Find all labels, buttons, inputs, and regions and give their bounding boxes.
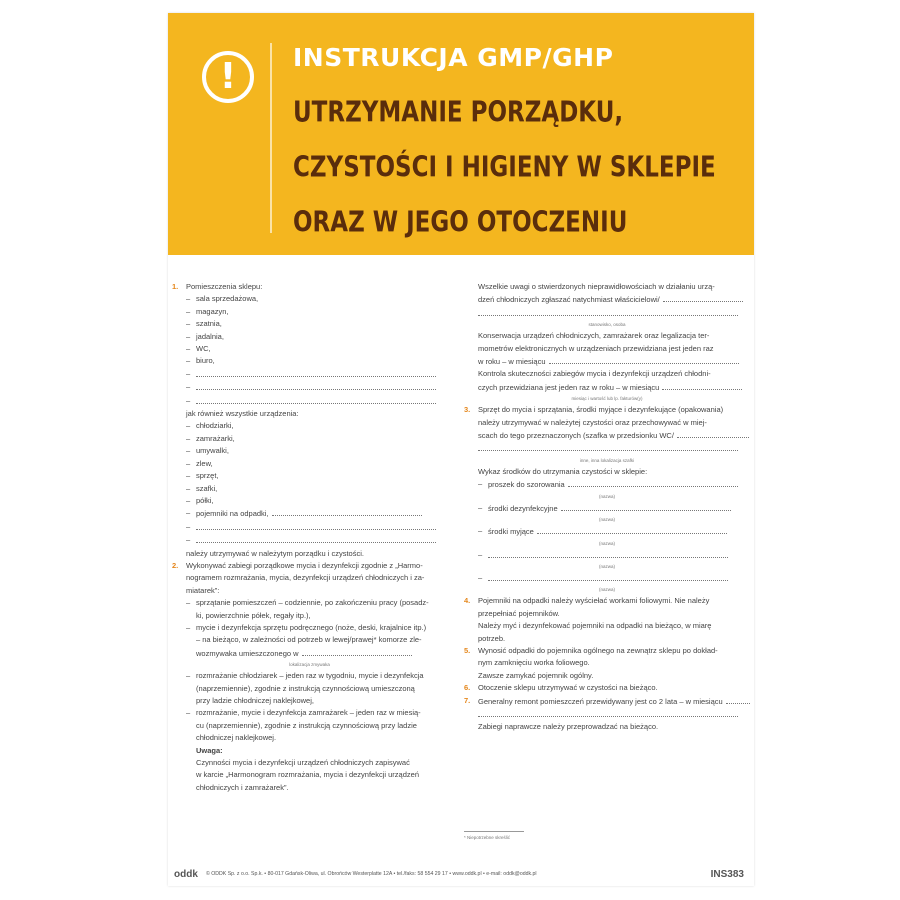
text-line	[464, 682, 750, 694]
line-text: potrzeb.	[478, 633, 506, 643]
text-line	[464, 417, 750, 429]
text-line	[464, 466, 750, 478]
list-bullet: –	[186, 306, 191, 316]
text-line	[172, 507, 447, 520]
line-text: Zabiegi naprawcze należy przeprowadzać na bieżąco.	[478, 722, 659, 732]
text-line	[172, 560, 447, 572]
text-line	[172, 318, 447, 330]
fill-in-field[interactable]	[488, 572, 728, 581]
list-bullet: –	[478, 526, 483, 536]
section-number: 7.	[464, 695, 471, 705]
text-line	[172, 293, 447, 305]
section-number: 2.	[172, 560, 179, 570]
text-line	[464, 633, 750, 645]
fill-in-field[interactable]	[488, 549, 728, 558]
line-text: środki myjące	[488, 527, 534, 537]
fill-in-field[interactable]	[677, 429, 750, 438]
fill-in-field[interactable]	[478, 307, 738, 316]
text-line	[464, 525, 750, 538]
line-text: sala sprzedażowa,	[196, 294, 259, 304]
text-line	[172, 306, 447, 318]
text-line	[172, 670, 447, 682]
line-text: WC,	[196, 344, 211, 354]
line-text: chłodziarki,	[196, 421, 234, 431]
fill-in-field[interactable]	[568, 478, 738, 487]
line-text: zlew,	[196, 458, 213, 468]
list-bullet: –	[186, 471, 191, 481]
text-line	[464, 293, 750, 306]
list-bullet: –	[186, 483, 191, 493]
document-code: INS383	[710, 869, 744, 880]
text-line	[172, 281, 447, 293]
footnote-rule	[464, 831, 524, 832]
line-text: rozmrażanie, mycie i dezynfekcja zamrażarek – jeden raz w miesią-	[196, 708, 421, 718]
line-text: Zawsze zamykać pojemnik ogólny.	[478, 670, 594, 680]
text-line	[464, 281, 750, 293]
line-text: szafki,	[196, 483, 218, 493]
text-line	[464, 429, 750, 442]
list-bullet: –	[186, 446, 191, 456]
text-line	[172, 769, 447, 781]
fill-in-field[interactable]	[561, 502, 731, 511]
banner-divider	[270, 43, 272, 233]
line-text: scach do tego przeznaczonych (szafka w przedsionku WC/	[478, 431, 674, 441]
text-line	[172, 782, 447, 794]
fill-in-field[interactable]	[662, 381, 742, 390]
text-line	[464, 595, 750, 607]
text-line	[464, 355, 750, 368]
fill-in-field[interactable]	[196, 395, 436, 404]
text-line	[172, 634, 447, 646]
text-line	[464, 670, 750, 682]
list-bullet: –	[186, 344, 191, 354]
text-line	[172, 331, 447, 343]
text-line	[464, 620, 750, 632]
line-text: przepełniać pojemników.	[478, 608, 560, 618]
text-line	[172, 572, 447, 584]
line-text: zamrażarki,	[196, 433, 235, 443]
line-text: pojemniki na odpadki,	[196, 509, 269, 519]
text-line	[172, 395, 447, 408]
text-line	[464, 330, 750, 342]
text-line	[464, 502, 750, 515]
line-text: wozmywaka umieszczonego w	[196, 648, 299, 658]
line-text: Konserwacja urządzeń chłodniczych, zamrażarek oraz legalizacja ter-	[478, 331, 710, 341]
list-bullet: –	[186, 671, 191, 681]
list-bullet: –	[186, 622, 191, 632]
field-caption: (nazwa)	[598, 563, 615, 569]
line-text: nym zamknięciu worka foliowego.	[478, 658, 590, 668]
footer	[168, 864, 754, 886]
line-text: Uwaga:	[196, 745, 223, 755]
line-text: szatnia,	[196, 319, 222, 329]
list-bullet: –	[478, 572, 483, 582]
field-caption: stanowisko, osoba	[588, 322, 626, 328]
fill-in-field[interactable]	[272, 507, 422, 516]
line-text: miatarek”:	[186, 585, 220, 595]
line-text: sprzątanie pomieszczeń – codziennie, po zakończeniu pracy (posadz-	[196, 598, 429, 608]
fill-in-field[interactable]	[196, 381, 436, 390]
text-line	[172, 495, 447, 507]
fill-in-field[interactable]	[302, 647, 412, 656]
text-line	[172, 720, 447, 732]
line-text: jadalnia,	[196, 331, 224, 341]
text-line	[464, 307, 750, 320]
line-text: należy utrzymywać w należytym porządku i czystości.	[186, 548, 364, 558]
line-text: półki,	[196, 495, 214, 505]
fill-in-field[interactable]	[663, 293, 743, 302]
text-line	[172, 585, 447, 597]
publisher-logo: oddk	[174, 869, 198, 880]
line-text: środki dezynfekcyjne	[488, 503, 558, 513]
list-bullet: –	[478, 479, 483, 489]
list-bullet: –	[186, 294, 191, 304]
text-line	[172, 757, 447, 769]
text-line	[172, 521, 447, 534]
list-bullet: –	[478, 502, 483, 512]
text-line	[172, 745, 447, 757]
fill-in-field[interactable]	[726, 695, 750, 704]
text-line	[464, 708, 750, 721]
line-text: rozmrażanie chłodziarek – jeden raz w tygodniu, mycie i dezynfekcja	[196, 671, 424, 681]
line-text: ki, powierzchnie półek, regały itp.),	[196, 610, 311, 620]
line-text: sprzęt,	[196, 471, 219, 481]
field-caption: (nazwa)	[598, 540, 615, 546]
list-bullet: –	[186, 395, 191, 405]
list-bullet: –	[186, 708, 191, 718]
line-text: przy ladzie chłodniczej naklejkowej,	[196, 696, 314, 705]
list-bullet: –	[186, 382, 191, 392]
text-line	[172, 534, 447, 547]
list-bullet: –	[186, 356, 191, 366]
text-line	[464, 645, 750, 657]
line-text: Pomieszczenia sklepu:	[186, 282, 263, 291]
fill-in-field[interactable]	[537, 525, 727, 534]
text-line	[172, 683, 447, 695]
field-caption: (nazwa)	[598, 493, 615, 499]
line-text: magazyn,	[196, 306, 229, 316]
line-text: chłodniczych i zamrażarek”.	[196, 782, 289, 792]
section-number: 3.	[464, 405, 471, 415]
section-number: 4.	[464, 596, 471, 606]
line-text: należy utrzymywać w należytej czystości oraz przechowywać w miej-	[478, 417, 707, 427]
field-caption: lokalizacja zmywaka	[289, 662, 330, 668]
text-line	[172, 433, 447, 445]
text-line	[464, 695, 750, 708]
field-caption: inne, inna lokalizacja szafki	[579, 457, 635, 463]
line-text: Wykaz środków do utrzymania czystości w sklepie:	[478, 466, 648, 476]
line-text: Wynosić odpadki do pojemnika ogólnego na zewnątrz sklepu po dokład-	[478, 645, 718, 655]
list-bullet: –	[186, 458, 191, 468]
list-bullet: –	[186, 521, 191, 531]
fill-in-field[interactable]	[478, 708, 738, 717]
line-text: w roku – w miesiącu	[478, 357, 546, 367]
field-caption: miesiąc i wartość lub lp. fakturów(y)	[571, 396, 643, 402]
list-bullet: –	[186, 508, 191, 518]
list-bullet: –	[186, 421, 191, 431]
field-caption: (nazwa)	[598, 587, 615, 593]
list-bullet: –	[186, 598, 191, 608]
left-column	[172, 281, 447, 794]
text-line	[172, 470, 447, 482]
line-text: mometrów elektronicznych w urządzeniach przewidziana jest jeden raz	[478, 343, 714, 353]
text-line	[172, 458, 447, 470]
line-text: mycie i dezynfekcja sprzętu podręcznego (noże, deski, krajalnice itp.)	[196, 622, 427, 632]
list-bullet: –	[186, 433, 191, 443]
text-line	[464, 381, 750, 394]
text-line	[464, 572, 750, 585]
line-text: umywalki,	[196, 446, 229, 456]
document-page	[168, 13, 754, 886]
line-text: biuro,	[196, 356, 215, 366]
fill-in-field[interactable]	[196, 368, 436, 377]
text-line	[464, 442, 750, 455]
line-text: Sprzęt do mycia i sprzątania, środki myjące i dezynfekujące (opakowania)	[478, 405, 724, 415]
text-line	[172, 610, 447, 622]
line-text: (naprzemiennie), zgodnie z instrukcją czynnościową umieszczoną	[196, 683, 415, 693]
line-text: Czynności mycia i dezynfekcji urządzeń chłodniczych zapisywać	[196, 758, 410, 768]
text-line	[464, 404, 750, 416]
section-number: 6.	[464, 683, 471, 693]
right-column	[464, 281, 750, 734]
list-bullet: –	[186, 331, 191, 341]
text-line	[464, 608, 750, 620]
text-line	[172, 343, 447, 355]
line-text: – na bieżąco, w zależności od potrzeb w lewej/prawej* komorze zle-	[196, 635, 422, 645]
header-banner	[168, 13, 754, 255]
line-text: Należy myć i dezynfekować pojemniki na odpadki na bieżąco, w miarę	[478, 621, 712, 631]
line-text: proszek do szorowania	[488, 480, 565, 490]
line-text: nogramem rozmrażania, mycia, dezynfekcji urządzeń chłodniczych i za-	[186, 573, 425, 583]
section-number: 1.	[172, 282, 179, 291]
text-line	[172, 483, 447, 495]
fill-in-field[interactable]	[549, 355, 739, 364]
line-text: chłodniczej naklejkowej.	[196, 733, 277, 743]
line-text: Pojemniki na odpadki należy wyściełać workami foliowymi. Nie należy	[478, 596, 710, 606]
text-line	[172, 420, 447, 432]
list-bullet: –	[186, 368, 191, 378]
list-bullet: –	[186, 535, 191, 545]
field-caption: (nazwa)	[598, 517, 615, 523]
line-text: Otoczenie sklepu utrzymywać w czystości na bieżąco.	[478, 683, 658, 693]
section-number: 5.	[464, 645, 471, 655]
text-line	[172, 695, 447, 707]
fill-in-field[interactable]	[478, 442, 738, 451]
text-line	[172, 597, 447, 609]
text-line	[172, 647, 447, 660]
warning-icon: !	[202, 51, 254, 103]
text-line	[172, 732, 447, 744]
line-text: Generalny remont pomieszczeń przewidywany jest co 2 lata – w miesiącu	[478, 696, 723, 706]
text-line	[172, 368, 447, 381]
list-bullet: –	[186, 319, 191, 329]
list-bullet: –	[186, 495, 191, 505]
line-text: Kontrola skuteczności zabiegów mycia i dezynfekcji urządzeń chłodni-	[478, 369, 711, 379]
fill-in-field[interactable]	[196, 534, 436, 543]
text-line	[172, 381, 447, 394]
text-line	[172, 707, 447, 719]
text-line	[464, 368, 750, 380]
list-bullet: –	[478, 549, 483, 559]
line-text: w karcie „Harmonogram rozmrażania, mycia i dezynfekcji urządzeń	[196, 770, 419, 780]
text-line	[172, 622, 447, 634]
text-line	[464, 549, 750, 562]
text-line	[464, 343, 750, 355]
line-text: jak również wszystkie urządzenia:	[186, 409, 299, 419]
text-line	[172, 355, 447, 367]
text-line	[172, 408, 447, 420]
publisher-info: © ODDK Sp. z o.o. Sp.k. • 80-017 Gdańsk-Oliwa, ul. Obrońców Westerplatte 12A • tel./faks: 58 554 29 17 • www.oddk.pl • e-mail: oddk@oddk.pl	[206, 871, 537, 877]
fill-in-field[interactable]	[196, 521, 436, 530]
line-text: Wykonywać zabiegi porządkowe mycia i dezynfekcji zgodnie z „Harmo-	[186, 560, 423, 570]
text-line	[464, 478, 750, 491]
line-text: cu (naprzemiennie), zgodnie z instrukcją czynnościową przy ladzie	[196, 720, 417, 730]
line-text: dzeń chłodniczych zgłaszać natychmiast właścicielowi/	[478, 295, 660, 305]
document-type: INSTRUKCJA GMP/GHP	[293, 43, 614, 72]
text-line	[464, 657, 750, 669]
text-line	[464, 721, 750, 733]
line-text: Wszelkie uwagi o stwierdzonych nieprawidłowościach w działaniu urzą-	[478, 282, 715, 291]
line-text: czych przewidziana jest jeden raz w roku – w miesiącu	[478, 382, 660, 392]
document-title: UTRZYMANIE PORZĄDKU, CZYSTOŚCI I HIGIENY W SKLEPIE ORAZ W JEGO OTOCZENIU	[293, 96, 716, 239]
footnote: * Niepotrzebne skreślić	[464, 835, 511, 840]
text-line	[172, 548, 447, 560]
text-line	[172, 445, 447, 457]
